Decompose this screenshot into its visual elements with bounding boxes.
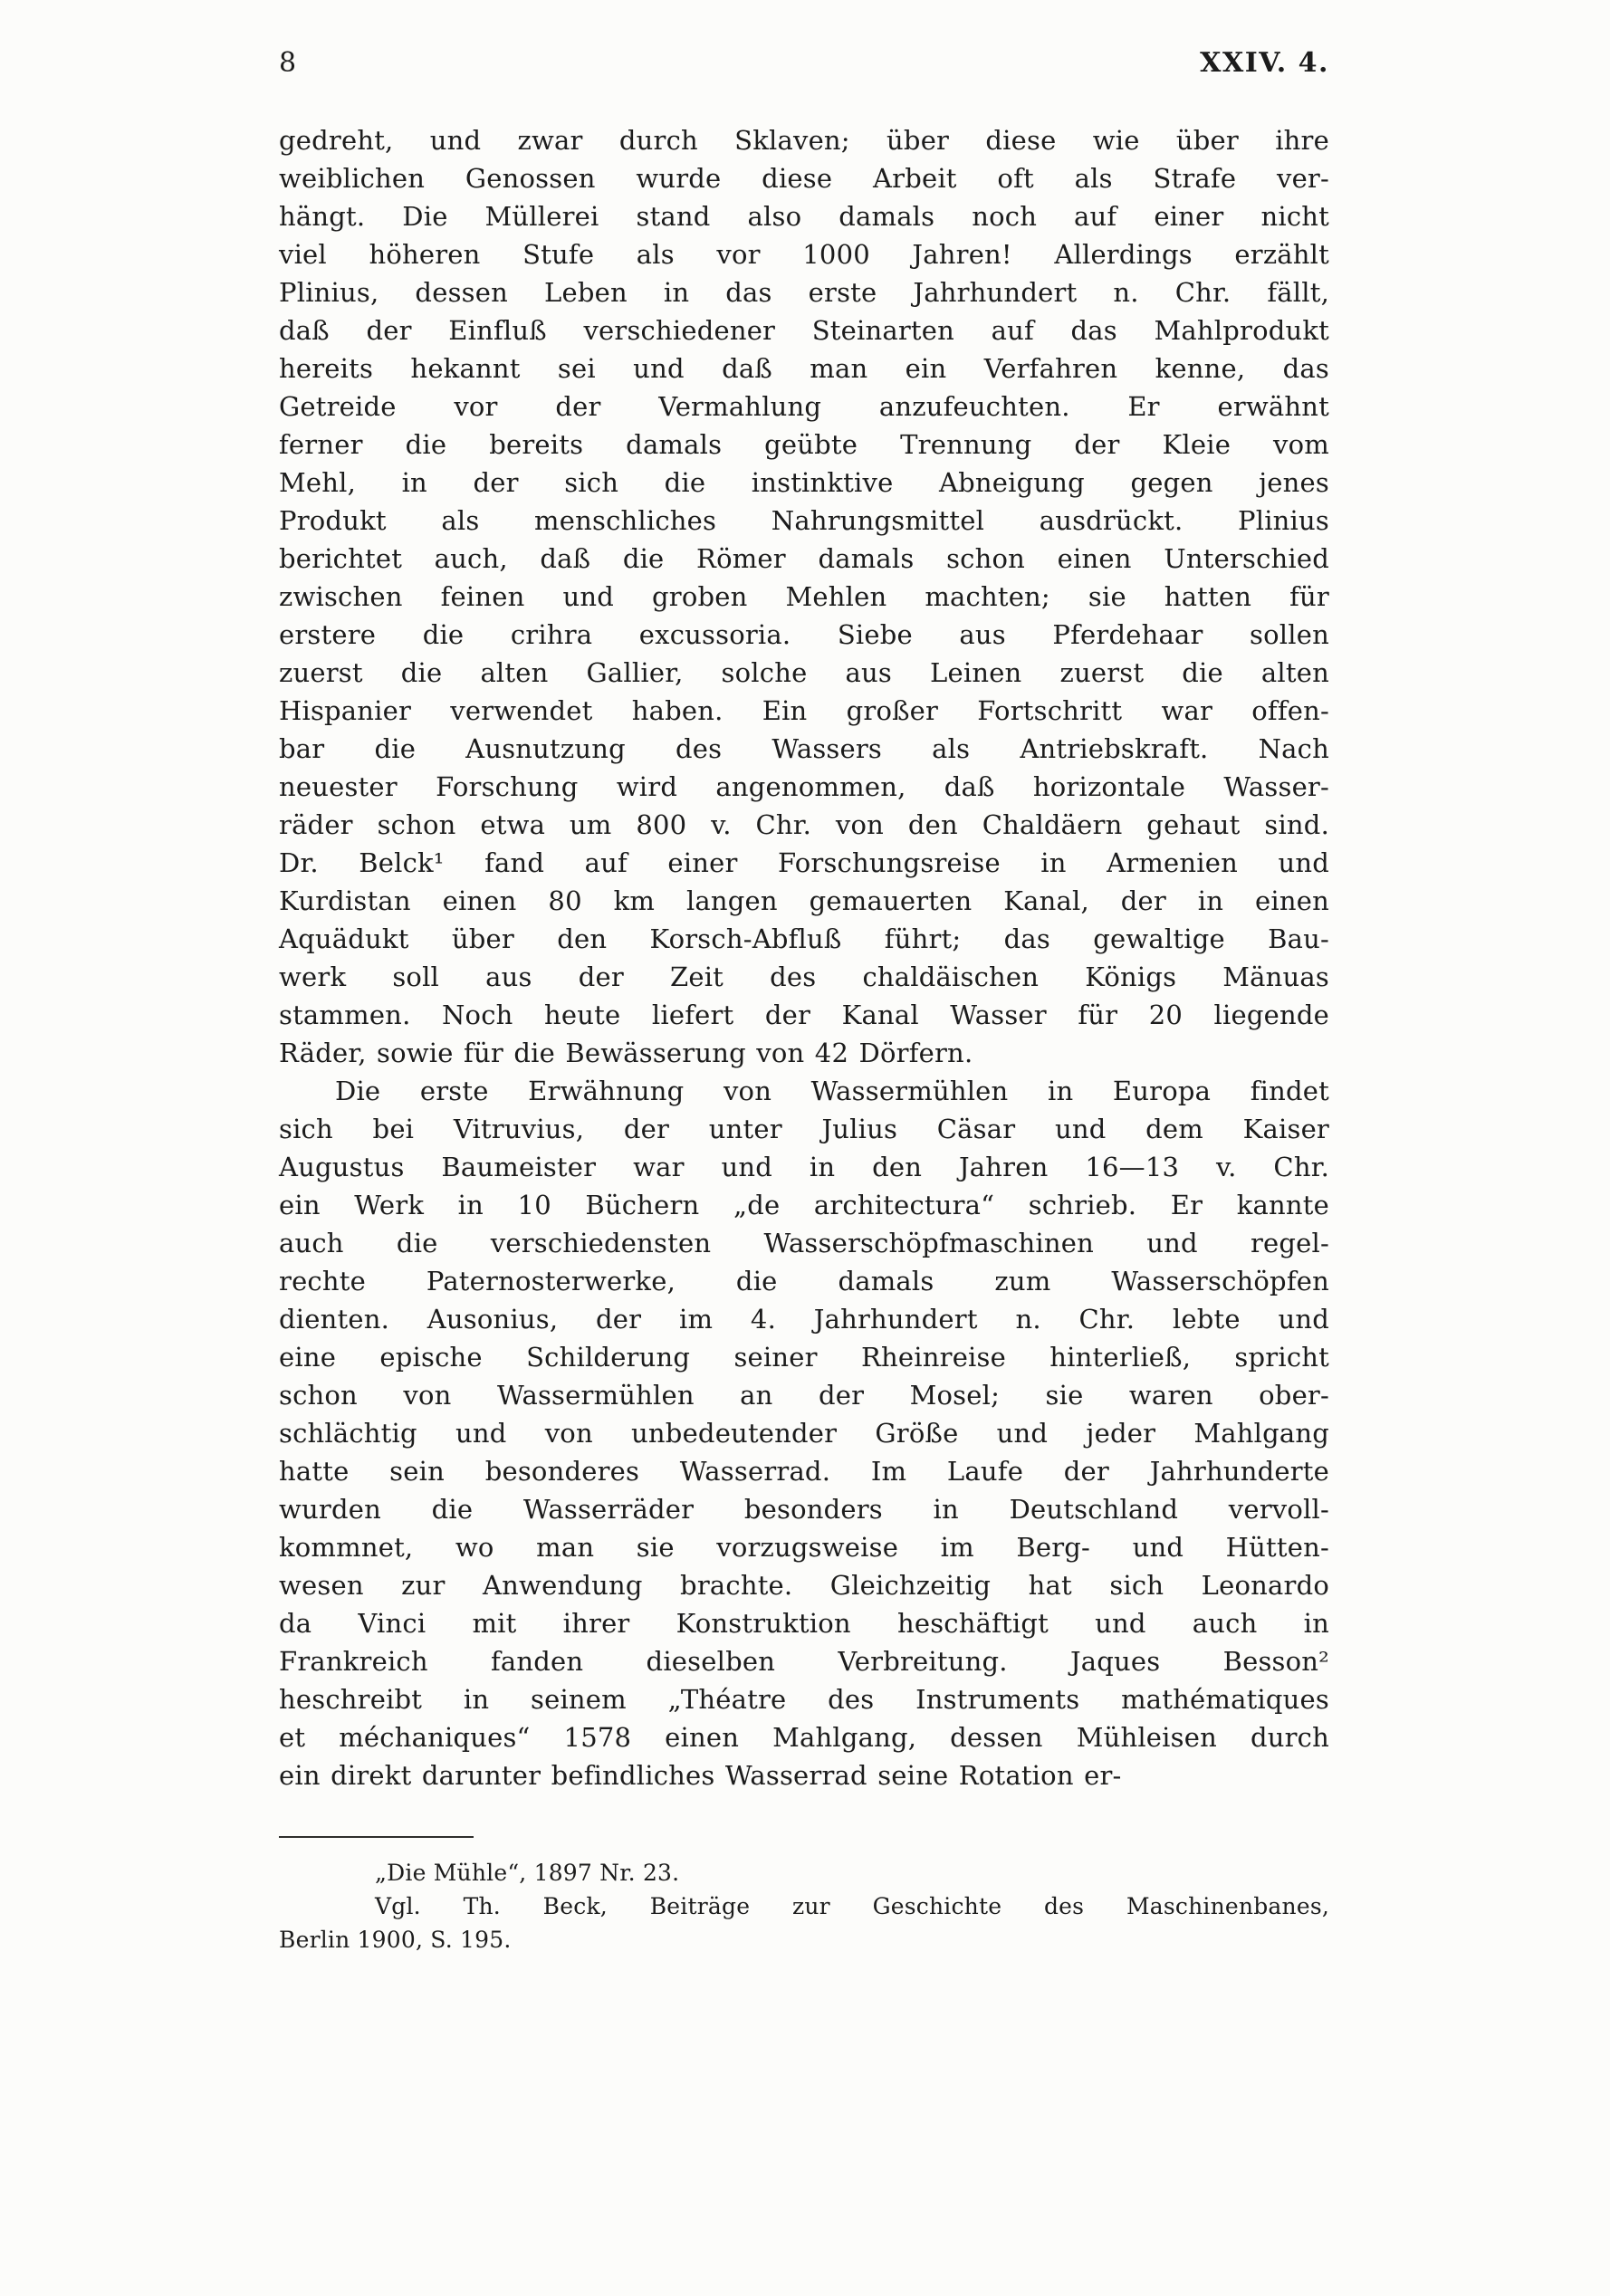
content-column [279,47,1329,1956]
text-line: gedreht, und zwar durch Sklaven; über diese wie über ihre [279,125,1329,156]
text-line: räder schon etwa um 800 v. Chr. von den Chaldäern gehaut sind. [279,809,1329,840]
text-line: Berlin 1900, S. 195. [279,1927,512,1953]
text-line: rechte Paternosterwerke, die damals zum Wasserschöpfen [279,1266,1329,1296]
text-line: Augustus Baumeister war und in den Jahren 16—13 v. Chr. [279,1152,1329,1182]
text-line: stammen. Noch heute liefert der Kanal Wasser für 20 liegende [279,1000,1329,1030]
paragraph-1 [279,121,1329,1072]
chapter-label: XXIV. 4. [1200,47,1329,79]
text-line: schon von Wassermühlen an der Mosel; sie waren ober- [279,1380,1329,1411]
text-line: auch die verschiedensten Wasserschöpfmaschinen und regel- [279,1228,1329,1258]
text-line: ein Werk in 10 Büchern „de architectura“ schrieb. Er kannte [279,1190,1329,1220]
text-line: erstere die crihra excussoria. Siebe aus Pferdehaar sollen [279,619,1329,650]
text-line: Vgl. Th. Beck, Beiträge zur Geschichte des Maschinenbanes, [375,1893,1329,1919]
text-line: ferner die bereits damals geübte Trennung der Kleie vom [279,429,1329,460]
text-line: et méchaniques“ 1578 einen Mahlgang, dessen Mühleisen durch [279,1722,1329,1753]
text-line: eine epische Schilderung seiner Rheinreise hinterließ, spricht [279,1342,1329,1373]
text-line: daß der Einfluß verschiedener Steinarten auf das Mahlprodukt [279,315,1329,346]
text-line: „Die Mühle“, 1897 Nr. 23. [375,1860,680,1886]
footnote-divider [279,1836,474,1838]
text-line: heschreibt in seinem „Théatre des Instruments mathématiques [279,1684,1329,1715]
text-line: neuester Forschung wird angenommen, daß horizontale Wasser- [279,771,1329,802]
text-line: da Vinci mit ihrer Konstruktion heschäftigt und auch in [279,1608,1329,1639]
text-line: Die erste Erwähnung von Wassermühlen in Europa findet [335,1076,1329,1106]
page-number: 8 [279,47,298,79]
text-line: schlächtig und von unbedeutender Größe und jeder Mahlgang [279,1418,1329,1449]
running-header [279,47,1329,80]
text-line: wurden die Wasserräder besonders in Deutschland vervoll- [279,1494,1329,1525]
text-line: ein direkt darunter befindliches Wasserrad seine Rotation er- [279,1760,1122,1791]
text-line: Aquädukt über den Korsch-Abfluß führt; das gewaltige Bau- [279,923,1329,954]
text-line: Kurdistan einen 80 km langen gemauerten Kanal, der in einen [279,885,1329,916]
text-line: weiblichen Genossen wurde diese Arbeit oft als Strafe ver- [279,163,1329,194]
footnotes [279,1856,1329,1956]
text-line: Produkt als menschliches Nahrungsmittel ausdrückt. Plinius [279,505,1329,536]
text-line: hereits hekannt sei und daß man ein Verfahren kenne, das [279,353,1329,384]
text-line: Räder, sowie für die Bewässerung von 42 Dörfern. [279,1038,973,1068]
text-line: hängt. Die Müllerei stand also damals noch auf einer nicht [279,201,1329,232]
text-line: zwischen feinen und groben Mehlen machten; sie hatten für [279,581,1329,612]
text-line: Frankreich fanden dieselben Verbreitung. Jaques Besson² [279,1646,1329,1677]
text-line: kommnet, wo man sie vorzugsweise im Berg- und Hütten- [279,1532,1329,1563]
text-line: sich bei Vitruvius, der unter Julius Cäsar und dem Kaiser [279,1114,1329,1144]
text-line: Dr. Belck¹ fand auf einer Forschungsreise in Armenien und [279,847,1329,878]
text-line: viel höheren Stufe als vor 1000 Jahren! Allerdings erzählt [279,239,1329,270]
paragraph-2 [279,1072,1329,1794]
text-line: Hispanier verwendet haben. Ein großer Fortschritt war offen- [279,695,1329,726]
text-line: Getreide vor der Vermahlung anzufeuchten. Er erwähnt [279,391,1329,422]
text-line: bar die Ausnutzung des Wassers als Antriebskraft. Nach [279,733,1329,764]
text-line: berichtet auch, daß die Römer damals schon einen Unterschied [279,543,1329,574]
text-line: Plinius, dessen Leben in das erste Jahrhundert n. Chr. fällt, [279,277,1329,308]
body-text [279,121,1329,1794]
text-line: hatte sein besonderes Wasserrad. Im Laufe der Jahrhunderte [279,1456,1329,1487]
text-line: dienten. Ausonius, der im 4. Jahrhundert n. Chr. lebte und [279,1304,1329,1335]
text-line: werk soll aus der Zeit des chaldäischen Königs Mänuas [279,961,1329,992]
text-line: wesen zur Anwendung brachte. Gleichzeitig hat sich Leonardo [279,1570,1329,1601]
text-line: zuerst die alten Gallier, solche aus Leinen zuerst die alten [279,657,1329,688]
text-line: Mehl, in der sich die instinktive Abneigung gegen jenes [279,467,1329,498]
